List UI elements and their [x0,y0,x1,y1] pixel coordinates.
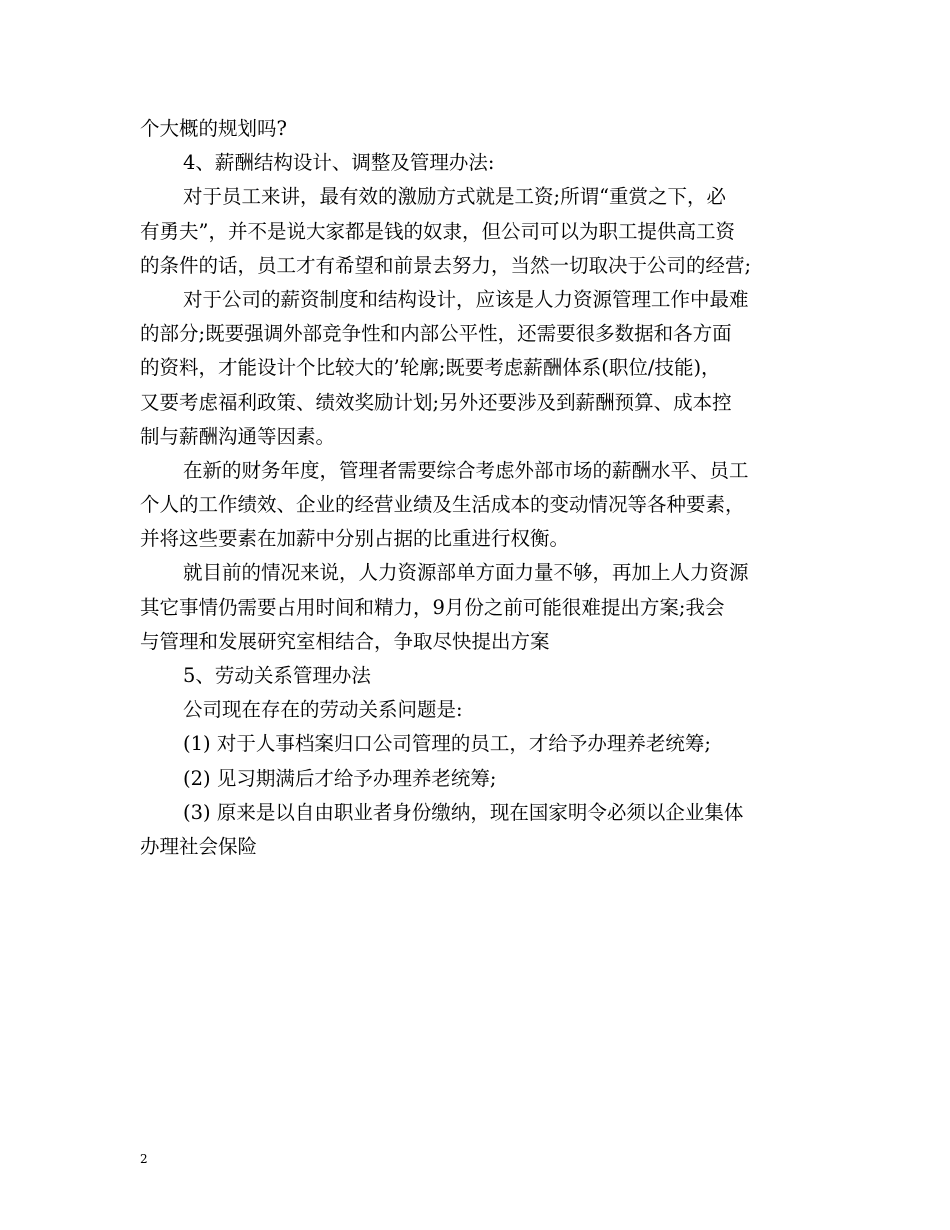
text-line: 就目前的情况来说，人力资源部单方面力量不够，再加上人力资源 [183,561,749,585]
text-line: 公司现在存在的劳动关系问题是: [183,698,463,722]
list-item: (3) 原来是以自由职业者身份缴纳，现在国家明令必须以企业集体 [183,800,744,824]
text-line: 在新的财务年度，管理者需要综合考虑外部市场的薪酬水平、员工 [183,458,749,482]
body-text [140,112,820,864]
text-line: 并将这些要素在加薪中分别占据的比重进行权衡。 [140,527,570,551]
text-line: 其它事情仍需要占用时间和精力，9月份之前可能很难提出方案;我会 [140,595,725,619]
text-line: 的条件的话，员工才有希望和前景去努力，当然一切取决于公司的经营; [140,253,752,277]
text-line: 的资料，才能设计个比较大的’轮廓;既要考虑薪酬体系(职位/技能)， [140,356,721,380]
text-line: 制与薪酬沟通等因素。 [140,424,336,448]
text-line: 办理社会保险 [140,834,258,858]
section-heading-labor: 5、劳动关系管理办法 [183,664,371,687]
text-line: 个大概的规划吗? [140,117,287,140]
text-line: 对于公司的薪资制度和结构设计，应该是人力资源管理工作中最难 [183,287,749,311]
text-line: 有勇夫”，并不是说大家都是钱的奴隶，但公司可以为职工提供高工资 [140,219,735,243]
text-line: 的部分;既要强调外部竞争性和内部公平性，还需要很多数据和各方面 [140,322,732,346]
text-line: 对于员工来讲，最有效的激励方式就是工资;所谓“重赏之下，必 [183,185,727,209]
list-item: (2) 见习期满后才给予办理养老统筹; [183,766,497,790]
text-line: 又要考虑福利政策、绩效奖励计划;另外还要涉及到薪酬预算、成本控 [140,390,732,414]
text-line: 个人的工作绩效、企业的经营业绩及生活成本的变动情况等各种要素， [140,493,745,517]
page-number: 2 [140,1152,148,1166]
list-item: (1) 对于人事档案归口公司管理的员工，才给予办理养老统筹; [183,732,711,756]
section-heading-salary: 4、薪酬结构设计、调整及管理办法: [183,151,495,175]
text-line: 与管理和发展研究室相结合，争取尽快提出方案 [140,629,550,653]
